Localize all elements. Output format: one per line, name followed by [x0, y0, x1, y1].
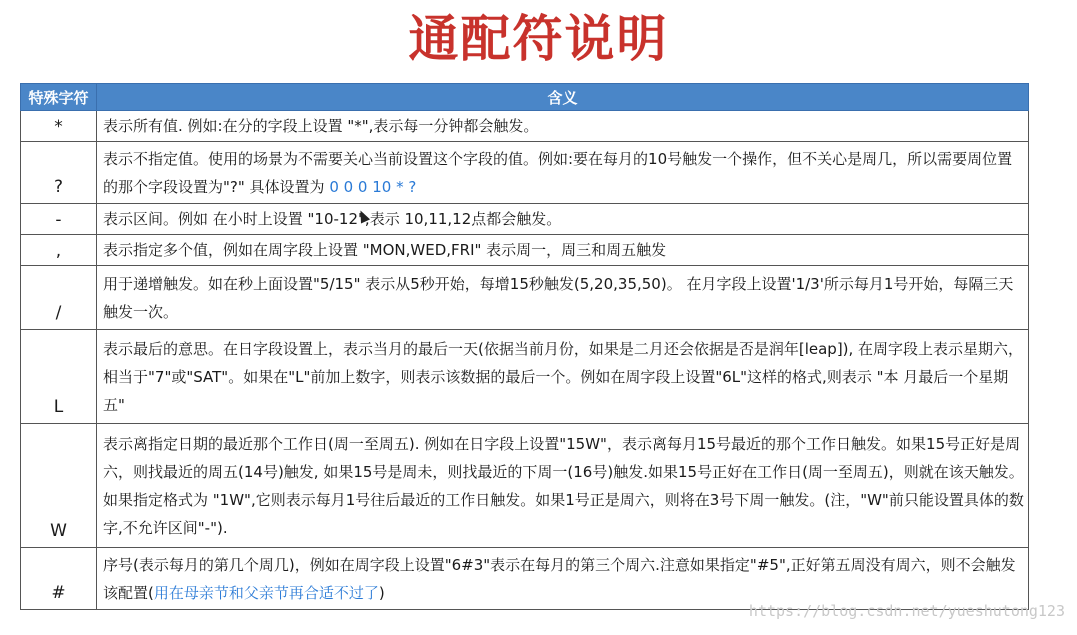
description-cell [97, 424, 1029, 548]
symbol-cell: # [21, 548, 97, 610]
symbol-cell: - [21, 204, 97, 235]
symbol-cell: W [21, 424, 97, 548]
table-row [21, 235, 1029, 266]
description-text: 表示不指定值。使用的场景为不需要关心当前设置这个字段的值。例如:要在每月的10号触发一个操作，但不关心是周几，所以需要周位置的那个字段设置为"?" 具体设置为 [103, 149, 1013, 196]
header-meaning: 含义 [97, 84, 1029, 111]
header-special-char: 特殊字符 [21, 84, 97, 111]
table-row [21, 424, 1029, 548]
table-row [21, 111, 1029, 142]
symbol-cell: ? [21, 142, 97, 204]
table-header-row [21, 84, 1029, 111]
table-row [21, 330, 1029, 424]
description-text: 用于递增触发。如在秒上面设置"5/15" 表示从5秒开始，每增15秒触发(5,20,35,50)。 在月字段上设置'1/3'所示每月1号开始，每隔三天触发一次。 [103, 274, 1014, 321]
description-cell [97, 235, 1029, 266]
watermark: https://blog.csdn.net/yueshutong123 [748, 602, 1065, 620]
symbol-cell: / [21, 266, 97, 330]
symbol-cell: , [21, 235, 97, 266]
symbol-cell: * [21, 111, 97, 142]
description-cell [97, 330, 1029, 424]
symbol-cell: L [21, 330, 97, 424]
cron-example: 0 0 0 10 * ? [329, 177, 417, 196]
description-text: 表示所有值. 例如:在分的字段上设置 "*",表示每一分钟都会触发。 [103, 117, 539, 135]
description-cell [97, 204, 1029, 235]
description-cell [97, 548, 1029, 610]
table-row [21, 204, 1029, 235]
page-title: 通配符说明 [408, 10, 669, 68]
closing-paren: ) [378, 583, 385, 602]
wildcard-table [20, 83, 1029, 610]
table-row [21, 548, 1029, 610]
description-text: 表示指定多个值，例如在周字段上设置 "MON,WED,FRI" 表示周一，周三和周五触发 [103, 241, 667, 259]
table-row [21, 266, 1029, 330]
description-cell [97, 142, 1029, 204]
table-row [21, 142, 1029, 204]
description-text: 表示区间。例如 在小时上设置 "10-12",表示 10,11,12点都会触发。 [103, 210, 562, 228]
description-cell [97, 266, 1029, 330]
description-text: 序号(表示每月的第几个周几)，例如在周字段上设置"6#3"表示在每月的第三个周六.注意如果指定"#5",正好第五周没有周六，则不会触发该配置( [103, 555, 1016, 602]
description-cell [97, 111, 1029, 142]
usage-note: 用在母亲节和父亲节再合适不过了 [153, 583, 379, 602]
description-text: 表示离指定日期的最近那个工作日(周一至周五). 例如在日字段上设置"15W"，表示离每月15号最近的那个工作日触发。如果15号正好是周六，则找最近的周五(14号)触发, 如果15号是周未，则找最近的下周一(16号)触发.如果15号正好在工作日(周一至周五)，则就在该天触发。如果指定格式为 "1W",它则表示每月1号往后最近的工作日触发。如果1号正是周六，则将在3号下周一触发。(注，"W"前只能设置具体的数字,不允许区间"-"). [103, 434, 1024, 537]
description-text: 表示最后的意思。在日字段设置上，表示当月的最后一天(依据当前月份，如果是二月还会依据是否是润年[leap]), 在周字段上表示星期六，相当于"7"或"SAT"。如果在"L"前加上数字，则表示该数据的最后一个。例如在周字段上设置"6L"这样的格式,则表示 "本 月最后一个星期五" [103, 339, 1024, 414]
